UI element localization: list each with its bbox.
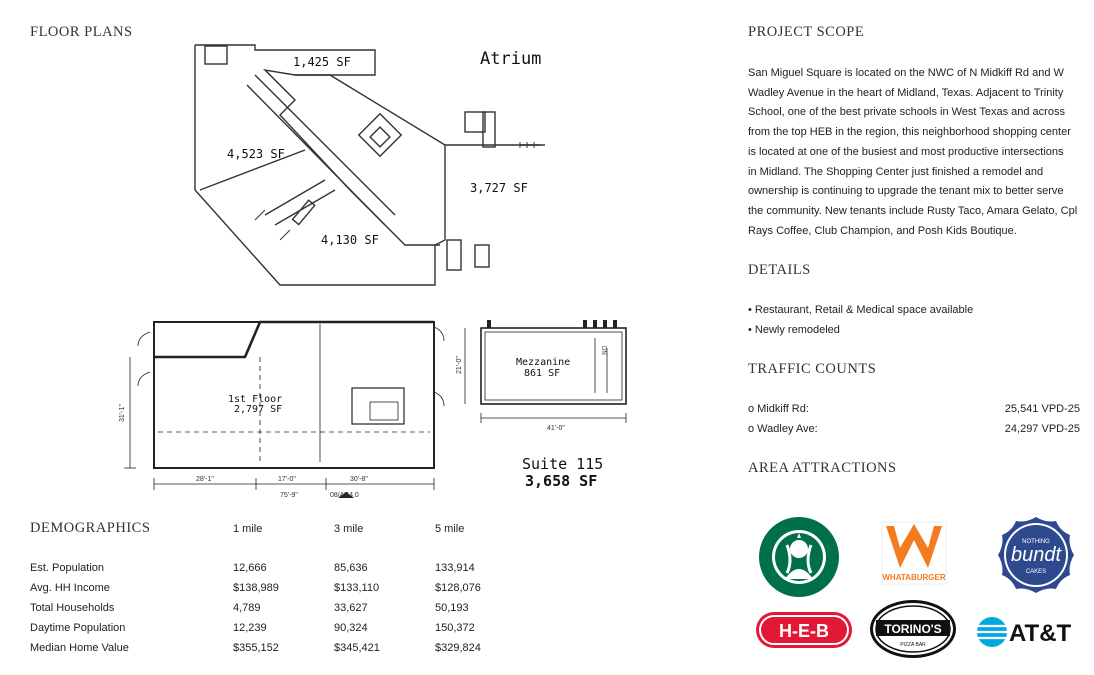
row-label: Avg. HH Income [30,582,110,594]
scope-line: from the top HEB in the region, this neighborhood shopping center [748,126,1071,139]
first-floor-label: 1st Floor [228,394,283,405]
traffic-road: o Wadley Ave: [748,423,818,435]
row-value: 85,636 [334,562,368,574]
unit-label: 4,130 SF [321,233,379,247]
demo-col-header: 5 mile [435,523,465,535]
scope-line: the community. New tenants include Rusty Taco, Amara Gelato, Cpl [748,204,1078,217]
scope-line: in Midland. The Shopping Center just finished a remodel and [748,165,1044,178]
row-label: Median Home Value [30,642,129,654]
traffic-count: 24,297 VPD-25 [1004,423,1080,435]
row-value: 4,789 [233,602,261,614]
logo-text: AT&T [1009,620,1072,647]
traffic-road: o Midkiff Rd: [748,403,809,415]
dim-label: 75'-9" [280,492,298,499]
mezzanine-sf: 861 SF [524,368,561,379]
logo-text: WHATABURGER [882,573,946,582]
row-label: Total Households [30,602,115,614]
floor-plans-heading: FLOOR PLANS [30,24,133,40]
scope-line: Rays Coffee, Club Champion, and Posh Kids Boutique. [748,224,1017,237]
project-scope-text [748,64,1088,241]
suite-label: Suite 115 [522,455,604,473]
torinos-logo [868,598,958,660]
row-label: Daytime Population [30,622,126,634]
att-logo [975,612,1085,652]
nothing-bundt-cakes-logo [994,513,1078,597]
row-label: Est. Population [30,562,104,574]
details-heading: DETAILS [748,262,811,278]
unit-label: 3,727 SF [470,181,528,195]
atrium-label: Atrium [480,49,542,69]
details-item: • Newly remodeled [748,324,840,336]
logo-text: CAKES [1025,569,1047,575]
upper-floor-plan [185,40,555,295]
scope-line: San Miguel Square is located on the NWC of N Midkiff Rd and W [748,67,1064,79]
whataburger-logo [880,520,948,586]
project-scope-heading: PROJECT SCOPE [748,24,865,40]
row-value: $138,989 [233,582,279,594]
row-value: 12,239 [233,622,267,634]
dim-label: 30'-8" [350,476,368,483]
row-value: 133,914 [435,562,475,574]
scope-line: is located at one of the busiest and most productive intersections [748,145,1064,158]
dim-label: 41'-0" [547,425,565,432]
unit-label: 1,425 SF [293,55,351,69]
unit-label: 4,523 SF [227,147,285,161]
area-attractions-heading: AREA ATTRACTIONS [748,460,897,476]
row-value: $345,421 [334,642,380,654]
row-value: 90,324 [334,622,368,634]
traffic-heading: TRAFFIC COUNTS [748,361,877,377]
dim-label: 17'-0" [278,476,296,483]
row-value: $329,824 [435,642,481,654]
suite-sf: 3,658 SF [525,472,598,490]
row-value: $128,076 [435,582,481,594]
scope-line: School, one of the best private schools in West Texas and across [748,106,1065,119]
first-floor-plan [110,312,450,504]
logo-text: bundt [1010,544,1062,566]
starbucks-logo [757,515,841,599]
logo-text: H-E-B [779,621,829,641]
row-value: 33,627 [334,602,368,614]
traffic-count: 25,541 VPD-25 [1004,403,1080,415]
row-value: 150,372 [435,622,475,634]
logo-text: NOTHING [1022,539,1050,545]
logo-text: PIZZA BAR [900,642,926,648]
mezzanine-plan [455,318,635,438]
row-value: 12,666 [233,562,267,574]
row-value: 50,193 [435,602,469,614]
dim-label: 31'-1" [119,404,126,422]
first-floor-sf: 2,797 SF [234,404,283,415]
demo-col-header: 1 mile [233,523,263,535]
demo-col-header: 3 mile [334,523,364,535]
demographics-heading: DEMOGRAPHICS [30,520,151,536]
dim-label: DN [600,346,606,355]
heb-logo [754,610,854,650]
mezzanine-label: Mezzanine [516,357,571,368]
scope-line: Wadley Avenue in the heart of Midland, Texas. Adjacent to Trinity [748,86,1064,99]
row-value: $355,152 [233,642,279,654]
logo-text: TORINO'S [884,622,942,636]
dim-label: 08/AB4.0 [330,492,359,499]
row-value: $133,110 [334,582,380,594]
scope-line: ownership is continuing to upgrade the tenant mix to better serve [748,185,1064,198]
details-item: • Restaurant, Retail & Medical space available [748,304,974,316]
dim-label: 28'-1" [196,476,214,483]
dim-label: 21'-0" [456,356,463,374]
